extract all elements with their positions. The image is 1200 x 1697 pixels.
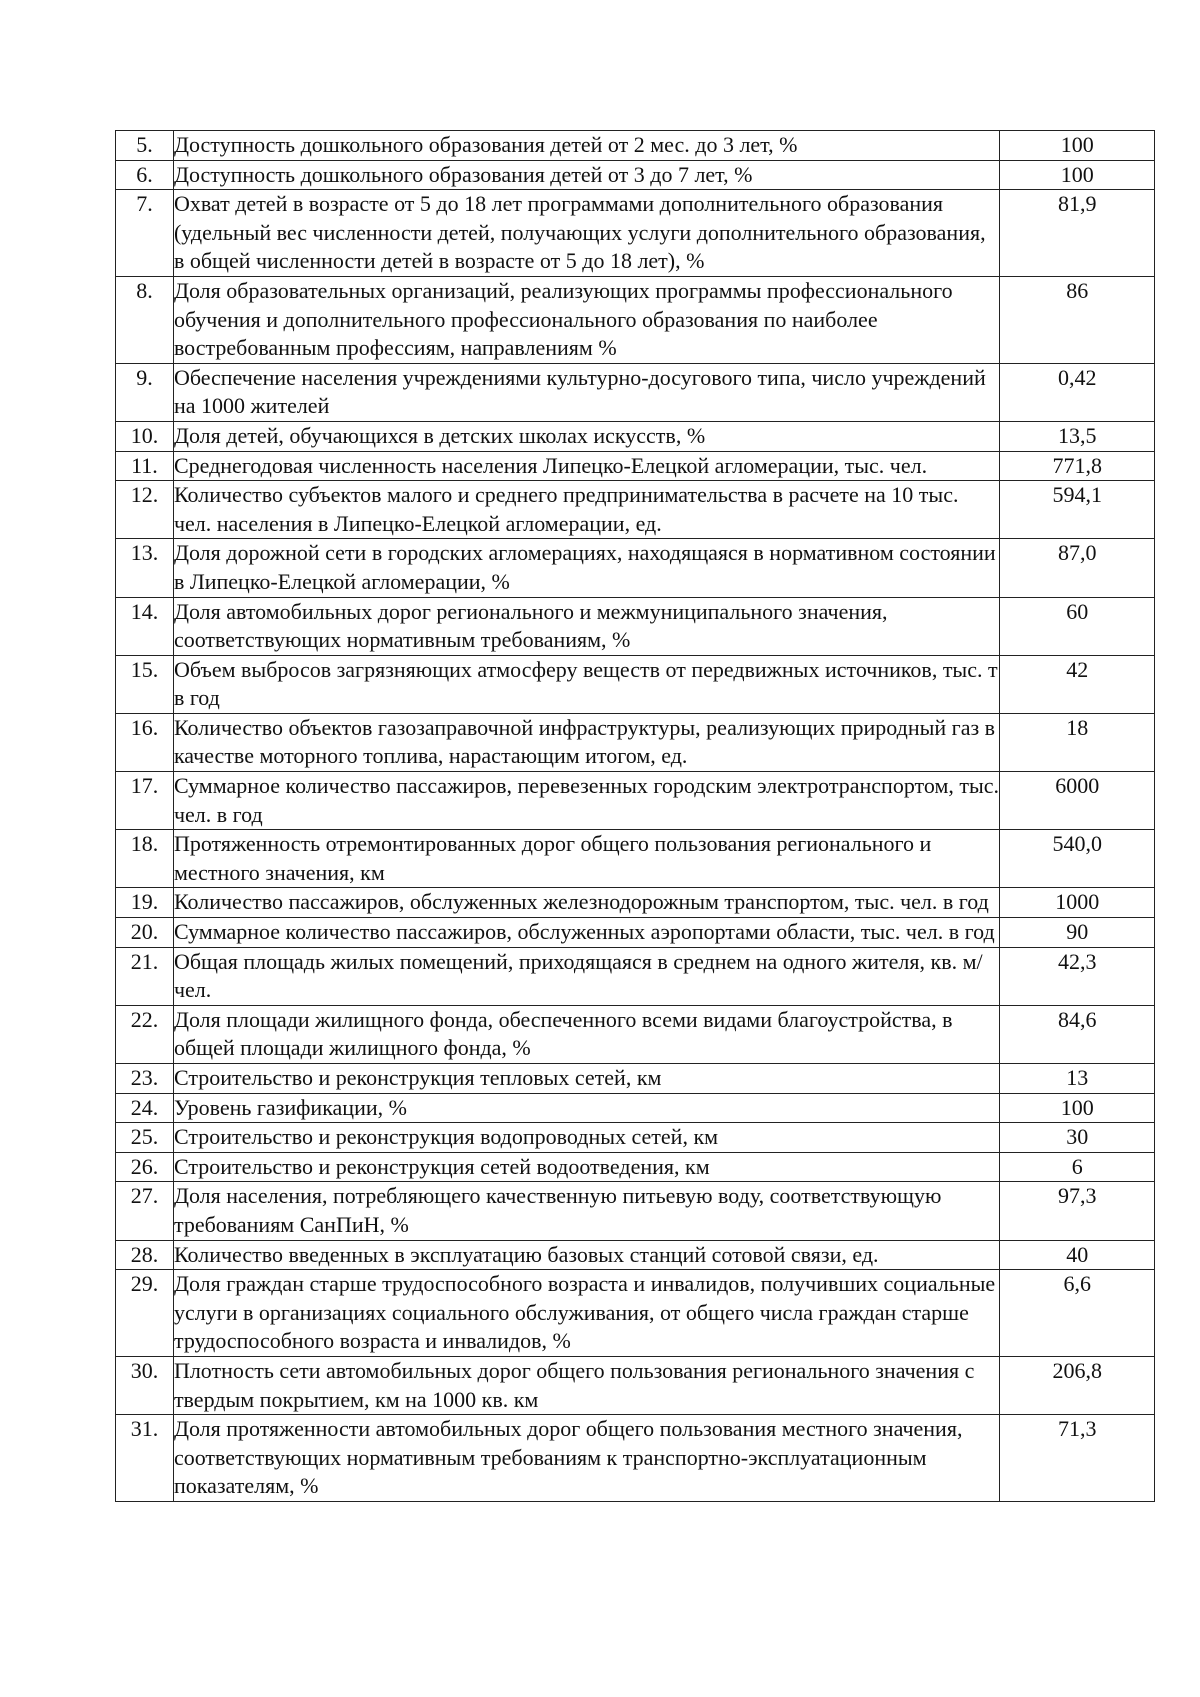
indicator-value: 87,0: [1000, 539, 1155, 597]
indicator-value: 0,42: [1000, 363, 1155, 421]
indicator-value: 13,5: [1000, 421, 1155, 451]
table-row: [116, 713, 1155, 771]
indicator-value: 30: [1000, 1123, 1155, 1153]
table-row: [116, 918, 1155, 948]
indicator-name: Суммарное количество пассажиров, обслуженных аэропортами области, тыс. чел. в год: [173, 918, 1000, 948]
indicator-value: 42: [1000, 655, 1155, 713]
table-row: [116, 481, 1155, 539]
row-number: 22.: [116, 1005, 174, 1063]
row-number: 23.: [116, 1064, 174, 1094]
row-number: 6.: [116, 160, 174, 190]
indicator-value: 71,3: [1000, 1415, 1155, 1502]
indicator-name: Доля образовательных организаций, реализующих программы профессионального обучения и дополнительного профессионального образования по наиболее востребованным профессиям, направлениям %: [173, 276, 1000, 363]
table-row: [116, 160, 1155, 190]
table-row: [116, 655, 1155, 713]
indicator-value: 6000: [1000, 772, 1155, 830]
table-row: [116, 363, 1155, 421]
indicator-name: Строительство и реконструкция сетей водоотведения, км: [173, 1152, 1000, 1182]
indicator-value: 86: [1000, 276, 1155, 363]
table-row: [116, 830, 1155, 888]
table-row: [116, 947, 1155, 1005]
indicator-value: 18: [1000, 713, 1155, 771]
indicator-name: Доля граждан старше трудоспособного возраста и инвалидов, получивших социальные услуги в организациях социального обслуживания, от общего числа граждан старше трудоспособного возраста и инвалидов, %: [173, 1270, 1000, 1357]
indicator-name: Уровень газификации, %: [173, 1093, 1000, 1123]
indicator-value: 100: [1000, 1093, 1155, 1123]
table-row: [116, 1356, 1155, 1414]
table-row: [116, 421, 1155, 451]
indicator-name: Протяженность отремонтированных дорог общего пользования регионального и местного значения, км: [173, 830, 1000, 888]
table-row: [116, 451, 1155, 481]
table-row: [116, 1005, 1155, 1063]
row-number: 20.: [116, 918, 174, 948]
indicator-value: 84,6: [1000, 1005, 1155, 1063]
indicator-value: 60: [1000, 597, 1155, 655]
table-row: [116, 1064, 1155, 1094]
indicator-name: Объем выбросов загрязняющих атмосферу веществ от передвижных источников, тыс. т в год: [173, 655, 1000, 713]
row-number: 15.: [116, 655, 174, 713]
indicator-value: 594,1: [1000, 481, 1155, 539]
indicator-name: Доля автомобильных дорог регионального и межмуниципального значения, соответствующих нормативным требованиям, %: [173, 597, 1000, 655]
indicator-name: Общая площадь жилых помещений, приходящаяся в среднем на одного жителя, кв. м/чел.: [173, 947, 1000, 1005]
row-number: 13.: [116, 539, 174, 597]
indicator-name: Доля населения, потребляющего качественную питьевую воду, соответствующую требованиям СанПиН, %: [173, 1182, 1000, 1240]
indicators-table: [115, 130, 1155, 1502]
indicator-value: 97,3: [1000, 1182, 1155, 1240]
row-number: 9.: [116, 363, 174, 421]
indicator-name: Количество объектов газозаправочной инфраструктуры, реализующих природный газ в качестве моторного топлива, нарастающим итогом, ед.: [173, 713, 1000, 771]
indicator-value: 90: [1000, 918, 1155, 948]
row-number: 17.: [116, 772, 174, 830]
row-number: 10.: [116, 421, 174, 451]
indicators-table-body: [116, 131, 1155, 1502]
indicator-name: Количество субъектов малого и среднего предпринимательства в расчете на 10 тыс. чел. населения в Липецко-Елецкой агломерации, ед.: [173, 481, 1000, 539]
table-row: [116, 131, 1155, 161]
table-row: [116, 772, 1155, 830]
indicator-value: 13: [1000, 1064, 1155, 1094]
indicator-name: Среднегодовая численность населения Липецко-Елецкой агломерации, тыс. чел.: [173, 451, 1000, 481]
table-row: [116, 1415, 1155, 1502]
row-number: 8.: [116, 276, 174, 363]
table-row: [116, 1093, 1155, 1123]
indicator-value: 771,8: [1000, 451, 1155, 481]
table-row: [116, 1152, 1155, 1182]
indicator-name: Охват детей в возрасте от 5 до 18 лет программами дополнительного образования (удельный вес численности детей, получающих услуги дополнительного образования, в общей численности детей в возрасте от 5 до 18 лет), %: [173, 190, 1000, 277]
row-number: 12.: [116, 481, 174, 539]
indicator-value: 81,9: [1000, 190, 1155, 277]
indicator-value: 540,0: [1000, 830, 1155, 888]
row-number: 26.: [116, 1152, 174, 1182]
row-number: 28.: [116, 1240, 174, 1270]
indicator-name: Строительство и реконструкция тепловых сетей, км: [173, 1064, 1000, 1094]
row-number: 27.: [116, 1182, 174, 1240]
row-number: 19.: [116, 888, 174, 918]
table-row: [116, 1270, 1155, 1357]
table-row: [116, 597, 1155, 655]
indicator-name: Доступность дошкольного образования детей от 2 мес. до 3 лет, %: [173, 131, 1000, 161]
indicator-name: Доля детей, обучающихся в детских школах искусств, %: [173, 421, 1000, 451]
indicator-name: Обеспечение населения учреждениями культурно-досугового типа, число учреждений на 1000 жителей: [173, 363, 1000, 421]
table-row: [116, 190, 1155, 277]
indicator-value: 40: [1000, 1240, 1155, 1270]
row-number: 25.: [116, 1123, 174, 1153]
indicator-name: Доля протяженности автомобильных дорог общего пользования местного значения, соответствующих нормативным требованиям к транспортно-эксплуатационным показателям, %: [173, 1415, 1000, 1502]
row-number: 11.: [116, 451, 174, 481]
indicator-value: 6,6: [1000, 1270, 1155, 1357]
indicator-name: Строительство и реконструкция водопроводных сетей, км: [173, 1123, 1000, 1153]
indicator-name: Количество введенных в эксплуатацию базовых станций сотовой связи, ед.: [173, 1240, 1000, 1270]
table-row: [116, 539, 1155, 597]
row-number: 24.: [116, 1093, 174, 1123]
indicator-value: 42,3: [1000, 947, 1155, 1005]
table-row: [116, 1123, 1155, 1153]
table-row: [116, 1182, 1155, 1240]
indicator-name: Суммарное количество пассажиров, перевезенных городским электротранспортом, тыс. чел. в год: [173, 772, 1000, 830]
indicator-value: 1000: [1000, 888, 1155, 918]
indicator-value: 206,8: [1000, 1356, 1155, 1414]
indicator-name: Плотность сети автомобильных дорог общего пользования регионального значения с твердым покрытием, км на 1000 кв. км: [173, 1356, 1000, 1414]
indicator-name: Количество пассажиров, обслуженных железнодорожным транспортом, тыс. чел. в год: [173, 888, 1000, 918]
row-number: 31.: [116, 1415, 174, 1502]
indicator-name: Доступность дошкольного образования детей от 3 до 7 лет, %: [173, 160, 1000, 190]
table-row: [116, 276, 1155, 363]
indicator-value: 100: [1000, 131, 1155, 161]
row-number: 7.: [116, 190, 174, 277]
table-row: [116, 1240, 1155, 1270]
indicator-name: Доля дорожной сети в городских агломерациях, находящаяся в нормативном состоянии в Липецко-Елецкой агломерации, %: [173, 539, 1000, 597]
row-number: 18.: [116, 830, 174, 888]
indicator-value: 6: [1000, 1152, 1155, 1182]
row-number: 29.: [116, 1270, 174, 1357]
row-number: 30.: [116, 1356, 174, 1414]
row-number: 14.: [116, 597, 174, 655]
indicator-name: Доля площади жилищного фонда, обеспеченного всеми видами благоустройства, в общей площади жилищного фонда, %: [173, 1005, 1000, 1063]
table-row: [116, 888, 1155, 918]
indicator-value: 100: [1000, 160, 1155, 190]
row-number: 5.: [116, 131, 174, 161]
row-number: 21.: [116, 947, 174, 1005]
row-number: 16.: [116, 713, 174, 771]
